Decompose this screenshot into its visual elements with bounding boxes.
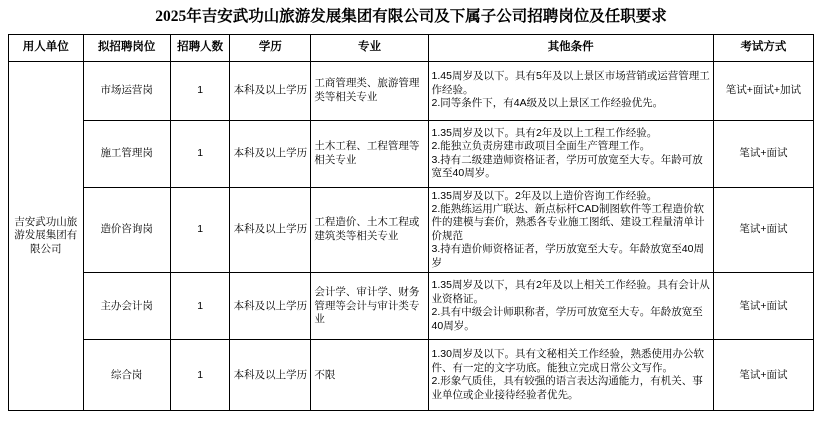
cell-education: 本科及以上学历 (230, 120, 311, 187)
condition-line: 3.持有二级建造师资格证者，学历可放宽至大专。年龄可放宽至40周岁。 (431, 153, 703, 180)
cell-post: 市场运营岗 (83, 61, 170, 120)
cell-major: 工商管理类、旅游管理类等相关专业 (311, 61, 428, 120)
page-title: 2025年吉安武功山旅游发展集团有限公司及下属子公司招聘岗位及任职要求 (155, 8, 667, 25)
cell-post: 施工管理岗 (83, 120, 170, 187)
cell-number: 1 (170, 273, 230, 340)
cell-other-conditions (428, 340, 713, 411)
cell-education: 本科及以上学历 (230, 273, 311, 340)
condition-line: 2.具有中级会计师职称者，学历可放宽至大专。年龄放宽至40周岁。 (431, 306, 703, 332)
recruitment-table (8, 34, 814, 412)
cell-other-conditions (428, 187, 713, 273)
condition-line: 1.35周岁及以下，具有2年及以上相关工作经验。具有会计从业资格证。 (431, 279, 710, 305)
header-post: 拟招聘岗位 (83, 34, 170, 61)
cell-number: 1 (170, 340, 230, 411)
header-unit: 用人单位 (9, 34, 84, 61)
condition-line: 2.形象气质佳，具有较强的语言表达沟通能力，有机关、事业单位或企业接待经验者优先。 (431, 375, 703, 401)
cell-exam-method: 笔试+面试 (713, 340, 813, 411)
cell-education: 本科及以上学历 (230, 340, 311, 411)
header-number: 招聘人数 (170, 34, 230, 61)
cell-number: 1 (170, 187, 230, 273)
table-header-row (9, 34, 814, 61)
condition-line: 3.持有造价师资格证者，学历放宽至大专。年龄放宽至40周岁 (431, 243, 704, 269)
cell-post: 综合岗 (83, 340, 170, 411)
condition-line: 2.同等条件下，有4A级及以上景区工作经验优先。 (431, 97, 664, 110)
cell-exam-method: 笔试+面试 (713, 120, 813, 187)
table-row (9, 187, 814, 273)
condition-line: 1.45周岁及以下。具有5年及以上景区市场营销或运营管理工作经验。 (431, 70, 710, 96)
condition-line: 1.35周岁及以下。具有2年及以上工程工作经验。 (431, 126, 658, 139)
cell-post: 造价咨询岗 (83, 187, 170, 273)
cell-post: 主办会计岗 (83, 273, 170, 340)
table-row (9, 273, 814, 340)
cell-education: 本科及以上学历 (230, 61, 311, 120)
cell-major: 工程造价、土木工程或建筑类等相关专业 (311, 187, 428, 273)
condition-line: 2.能熟练运用广联达、新点标杆CAD制图软件等工程造价软件的建模与套价，熟悉各专业施工图纸、建设工程量清单计价规范 (431, 203, 705, 242)
cell-major: 土木工程、工程管理等相关专业 (311, 120, 428, 187)
table-row (9, 340, 814, 411)
cell-number: 1 (170, 120, 230, 187)
cell-other-conditions (428, 61, 713, 120)
cell-major: 会计学、审计学、财务管理等会计与审计类专业 (311, 273, 428, 340)
cell-number: 1 (170, 61, 230, 120)
cell-other-conditions (428, 120, 713, 187)
table-row (9, 120, 814, 187)
header-major: 专业 (311, 34, 428, 61)
condition-line: 1.35周岁及以下。2年及以上造价咨询工作经验。 (431, 189, 658, 202)
table-row (9, 61, 814, 120)
header-other-conditions: 其他条件 (428, 34, 713, 61)
cell-major: 不限 (311, 340, 428, 411)
cell-education: 本科及以上学历 (230, 187, 311, 273)
cell-other-conditions (428, 273, 713, 340)
cell-exam-method: 笔试+面试+加试 (713, 61, 813, 120)
condition-line: 1.30周岁及以下。具有文秘相关工作经验，熟悉使用办公软件、有一定的文字功底。能独立完成日常公文写作。 (431, 348, 704, 374)
header-exam-method: 考试方式 (713, 34, 813, 61)
header-education: 学历 (230, 34, 311, 61)
cell-exam-method: 笔试+面试 (713, 187, 813, 273)
cell-exam-method: 笔试+面试 (713, 273, 813, 340)
condition-line: 2.能独立负责房建市政项目全面生产管理工作。 (431, 140, 651, 153)
cell-unit: 吉安武功山旅游发展集团有限公司 (9, 61, 84, 411)
